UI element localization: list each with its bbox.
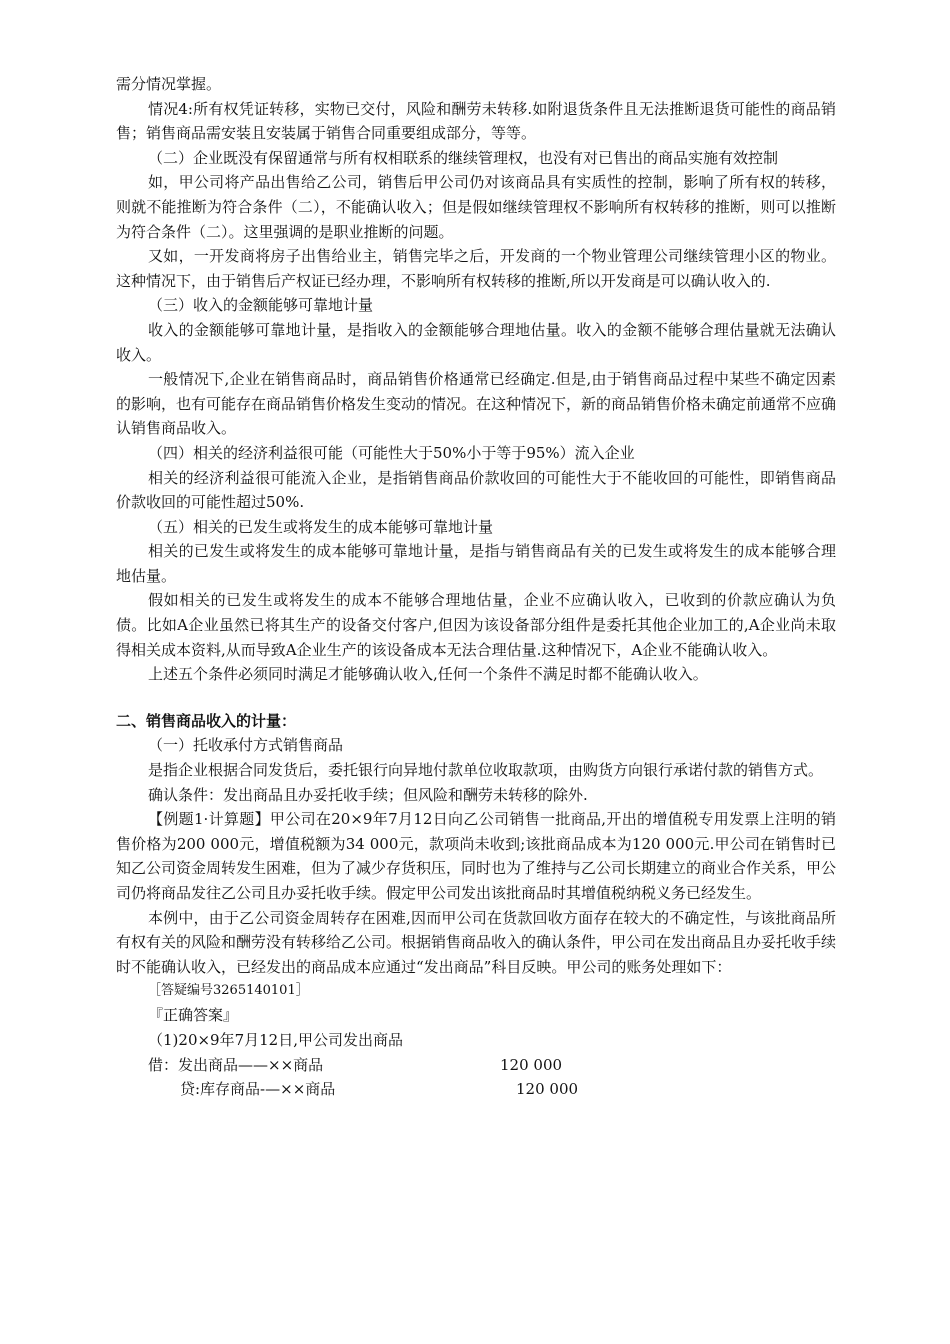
- analysis-paragraph: 本例中，由于乙公司资金周转存在困难,因而甲公司在货款回收方面存在较大的不确定性，与该批商品所有权有关的风险和酬劳没有转移给乙公司。根据销售商品收入的确认条件，甲公司在发出商品且办妥托收手续时不能确认收入，已经发出的商品成本应通过“发出商品”科目反映。甲公司的账务处理如下：: [116, 908, 837, 976]
- credit-amount: 120 000: [516, 1080, 579, 1099]
- question-id: ［答疑编号3265140101］: [148, 983, 309, 999]
- paragraph: 情况4:所有权凭证转移，实物已交付，风险和酬劳未转移.如附退货条件且无法推断退货可能性的商品销售；销售商品需安装且安装属于销售合同重要组成部分，等等。: [116, 99, 836, 143]
- paragraph: 上述五个条件必须同时满足才能够确认收入,任何一个条件不满足时都不能确认收入。: [148, 665, 708, 684]
- journal-debit-row: [116, 1053, 836, 1078]
- paragraph: 相关的经济利益很可能流入企业，是指销售商品价款收回的可能性大于不能收回的可能性，即销售商品价款收回的可能性超过50%.: [116, 468, 836, 512]
- journal-credit-row: [116, 1077, 836, 1102]
- condition-paragraph: 确认条件：发出商品且办妥托收手续；但风险和酬劳未转移的除外.: [148, 785, 588, 804]
- debit-amount: 120 000: [500, 1055, 563, 1074]
- paragraph: 如，甲公司将产品出售给乙公司，销售后甲公司仍对该商品具有实质性的控制，影响了所有权的转移，则就不能推断为符合条件（二），不能确认收入；但是假如继续管理权不影响所有权转移的推断，则可以推断为符合条件（二）。这里强调的是职业推断的问题。: [116, 173, 836, 241]
- spacer: [116, 687, 836, 709]
- answer-label: 『正确答案』: [148, 1006, 239, 1025]
- paragraph: 相关的已发生或将发生的成本能够可靠地计量，是指与销售商品有关的已发生或将发生的成本能够合理地估量。: [116, 542, 836, 585]
- example-paragraph: 【例题1·计算题】甲公司在20×9年7月12日向乙公司销售一批商品,开出的增值税专用发票上注明的销售价格为200 000元，增值税额为34 000元，款项尚未收到;该批商品成本为120 000元.甲公司在销售时已知乙公司资金周转发生困难，但为了减少存货积压，同时也为了维持与乙公司长期建立的商业合作关系，甲公司仍将商品发往乙公司且办妥托收手续。假定甲公司发出该批商品时其增值税纳税义务已经发生。: [116, 810, 837, 902]
- credit-label: 贷:库存商品-—××商品: [180, 1080, 336, 1099]
- paragraph: 收入的金额能够可靠地计量，是指收入的金额能够合理地估量。收入的金额不能够合理估量就无法确认收入。: [116, 320, 836, 364]
- paragraph: 又如，一开发商将房子出售给业主，销售完毕之后，开发商的一个物业管理公司继续管理小区的物业。这种情况下，由于销售后产权证已经办理，不影响所有权转移的推断,所以开发商是可以确认收入的.: [116, 247, 836, 290]
- section-heading: （五）相关的已发生或将发生的成本能够可靠地计量: [148, 517, 494, 536]
- page-top-spacer: [116, 0, 836, 72]
- paragraph: 假如相关的已发生或将发生的成本不能够合理地估量，企业不应确认收入，已收到的价款应确认为负债。比如A企业虽然已将其生产的设备交付客户,但因为该设备部分组件是委托其他企业加工的,A企业尚未取得相关成本资料,从而导致A企业生产的该设备成本无法合理估量.这种情况下，A企业不能确认收入。: [116, 591, 836, 659]
- paragraph: 需分情况掌握。: [116, 75, 222, 93]
- definition-paragraph: 是指企业根据合同发货后，委托银行向异地付款单位收取款项，由购货方向银行承诺付款的销售方式。: [148, 761, 824, 780]
- debit-label: 借：发出商品——××商品: [148, 1055, 324, 1074]
- subsection-heading: （一）托收承付方式销售商品: [148, 736, 344, 755]
- section-heading: （四）相关的经济利益很可能（可能性大于50%小于等于95%）流入企业: [148, 443, 635, 462]
- section-heading: （三）收入的金额能够可靠地计量: [148, 296, 374, 315]
- paragraph: 一般情况下,企业在销售商品时，商品销售价格通常已经确定.但是,由于销售商品过程中某些不确定因素的影响，也有可能存在商品销售价格发生变动的情况。在这种情况下，新的商品销售价格未确定前通常不应确认销售商品收入。: [116, 370, 837, 438]
- document-page: [116, 0, 836, 1102]
- section-heading: （二）企业既没有保留通常与所有权相联系的继续管理权，也没有对已售出的商品实施有效控制: [148, 148, 779, 167]
- section-2-heading: 二、销售商品收入的计量：: [116, 711, 297, 730]
- answer-step: （1)20×9年7月12日,甲公司发出商品: [148, 1030, 403, 1049]
